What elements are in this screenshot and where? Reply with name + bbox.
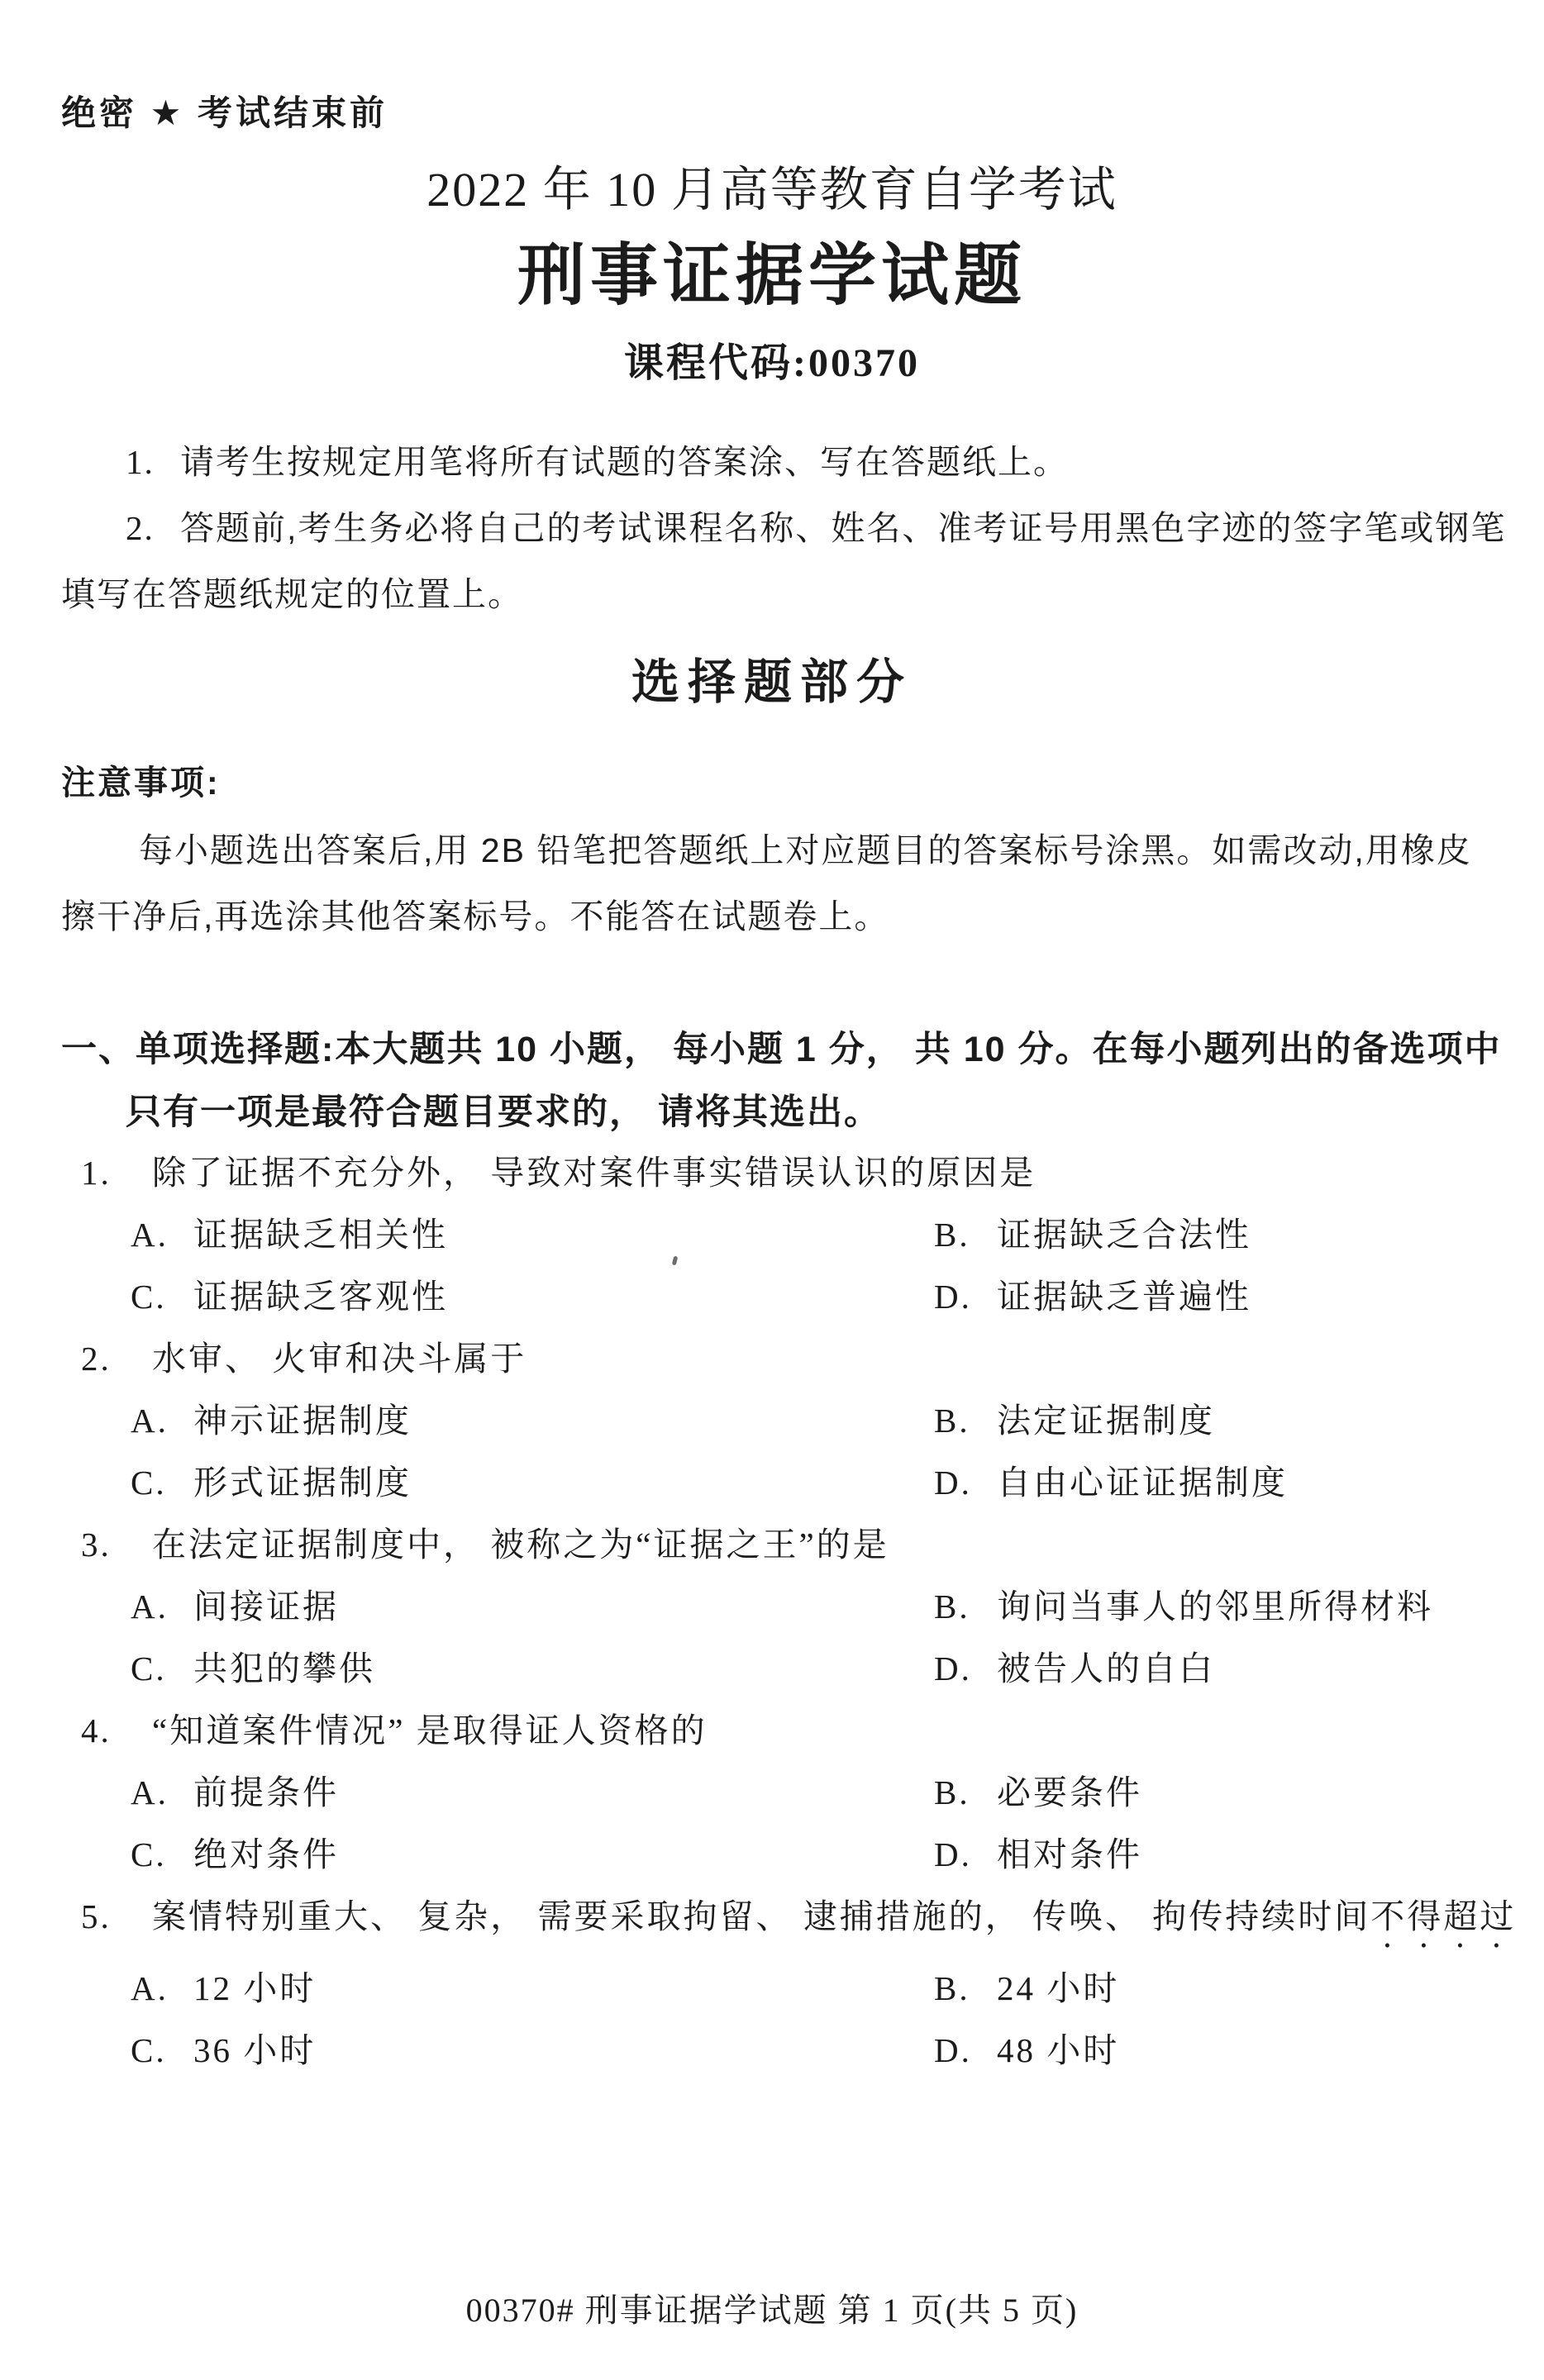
option-text: 询问当事人的邻里所得材料 [997,1587,1433,1626]
instruction-1-text: 请考生按规定用笔将所有试题的答案涂、写在答题纸上。 [180,443,1069,481]
option-text: 自由心证证据制度 [997,1464,1288,1502]
option-text: 48 小时 [997,2031,1120,2069]
option-key: D. [934,1649,972,1687]
question-3-number: 3. [81,1526,112,1564]
question-3-stem [81,1517,889,1566]
option-text: 法定证据制度 [997,1402,1215,1440]
question-4-number: 4. [81,1711,112,1749]
instruction-2-number: 2. [126,509,155,547]
question-3-text: 在法定证据制度中， 被称之为“证据之王”的是 [152,1526,889,1564]
question-1-number: 1. [81,1154,112,1192]
option-key: B. [934,1216,970,1254]
option-key: B. [934,1402,970,1440]
option-key: D. [934,1835,972,1873]
option-text: 证据缺乏普遍性 [997,1278,1251,1316]
scan-artifact-dot [672,1256,679,1266]
question-2-stem [81,1331,527,1380]
question-1-option-c [131,1269,448,1318]
question-1-options-cd [0,1269,1544,1314]
option-text: 必要条件 [997,1773,1142,1811]
page-footer: 00370# 刑事证据学试题 第 1 页(共 5 页) [465,2292,1079,2329]
question-3-option-d [934,1641,1215,1690]
question-3-option-b [934,1579,1433,1628]
question-1-option-a [131,1207,448,1256]
part1-heading-line-1 [61,1021,1501,1072]
part1-heading-text: 单项选择题:本大题共 10 小题， 每小题 1 分， 共 10 分。在每小题列出的备选项中 [136,1030,1502,1069]
option-text: 12 小时 [193,1969,317,2007]
option-text: 前提条件 [193,1773,339,1811]
option-text: 形式证据制度 [193,1464,412,1502]
question-1-options-ab [0,1207,1544,1252]
option-key: D. [934,1278,972,1316]
question-5-options-cd [0,2023,1544,2068]
security-classification: 绝密 ★ 考试结束前 [61,93,388,132]
option-text: 神示证据制度 [193,1402,412,1440]
instruction-item-2 [126,501,1506,550]
question-5-option-d [934,2023,1119,2072]
question-2-text: 水审、 火审和决斗属于 [152,1340,527,1378]
section-title: 选择题部分 [631,655,913,709]
question-5-option-a [131,1961,316,2010]
question-5-stem [81,1889,1516,1955]
question-1-text: 除了证据不充分外， 导致对案件事实错误认识的原因是 [152,1154,1036,1192]
instruction-2-continuation: 填写在答题纸规定的位置上。 [61,575,523,613]
question-2-option-b [934,1393,1215,1442]
exam-title: 2022 年 10 月高等教育自学考试 [427,163,1117,217]
question-1-stem [81,1145,1036,1194]
question-5-text: 案情特别重大、 复杂， 需要采取拘留、 逮捕措施的， 传唤、 拘传持续时间 [152,1897,1371,1935]
notes-line-1: 每小题选出答案后,用 2B 铅笔把答题纸上对应题目的答案标号涂黑。如需改动,用橡皮 [139,831,1472,869]
option-text: 共犯的攀供 [193,1649,375,1687]
option-text: 相对条件 [997,1835,1142,1873]
question-2-option-a [131,1393,412,1442]
question-5-option-b [934,1961,1119,2010]
option-text: 证据缺乏客观性 [193,1278,448,1316]
instruction-item-1 [126,435,1069,483]
question-3-options-ab [0,1579,1544,1624]
option-key: C. [131,1649,167,1687]
option-text: 证据缺乏相关性 [193,1216,448,1254]
option-text: 证据缺乏合法性 [997,1216,1251,1254]
question-4-options-ab [0,1765,1544,1810]
question-4-option-d [934,1827,1142,1876]
option-text: 被告人的自白 [997,1649,1215,1687]
option-key: D. [934,1464,972,1502]
option-key: C. [131,2031,167,2069]
question-4-option-a [131,1765,339,1814]
course-code: 课程代码:00370 [624,341,920,385]
question-4-options-cd [0,1827,1544,1872]
option-text: 绝对条件 [193,1835,339,1873]
question-5-options-ab [0,1961,1544,2006]
notes-line-2: 擦干净后,再选涂其他答案标号。不能答在试题卷上。 [61,897,890,935]
option-text: 24 小时 [997,1969,1120,2007]
question-1-option-d [934,1269,1251,1318]
part1-heading-line-2: 只有一项是最符合题目要求的， 请将其选出。 [126,1092,881,1132]
question-3-option-c [131,1641,375,1690]
part1-number: 一、 [61,1030,136,1069]
option-key: C. [131,1464,167,1502]
option-key: A. [131,1587,169,1626]
question-2-options-cd [0,1455,1544,1500]
option-key: A. [131,1969,169,2007]
question-5-emphasized-text: 不得超过 [1370,1897,1517,1935]
instruction-1-number: 1. [126,443,155,481]
question-4-stem [81,1703,708,1752]
question-3-option-a [131,1579,339,1628]
question-4-option-c [131,1827,339,1876]
question-5-number: 5. [81,1897,112,1935]
option-key: B. [934,1773,970,1811]
exam-subtitle: 刑事证据学试题 [517,238,1027,313]
notes-label: 注意事项: [61,764,221,802]
question-2-option-c [131,1455,412,1504]
option-key: B. [934,1969,970,2007]
question-4-text: “知道案件情况” 是取得证人资格的 [152,1711,708,1749]
option-key: A. [131,1773,169,1811]
option-key: C. [131,1278,167,1316]
question-4-option-b [934,1765,1142,1814]
question-2-option-d [934,1455,1288,1504]
instruction-2-text: 答题前,考生务必将自己的考试课程名称、姓名、准考证号用黑色字迹的签字笔或钢笔 [180,509,1507,547]
question-1-option-b [934,1207,1251,1256]
option-key: B. [934,1587,970,1626]
option-text: 间接证据 [193,1587,339,1626]
option-key: A. [131,1402,169,1440]
question-2-number: 2. [81,1340,112,1378]
option-key: A. [131,1216,169,1254]
question-2-options-ab [0,1393,1544,1438]
question-5-option-c [131,2023,316,2072]
option-key: D. [934,2031,972,2069]
option-key: C. [131,1835,167,1873]
option-text: 36 小时 [193,2031,317,2069]
question-3-options-cd [0,1641,1544,1686]
